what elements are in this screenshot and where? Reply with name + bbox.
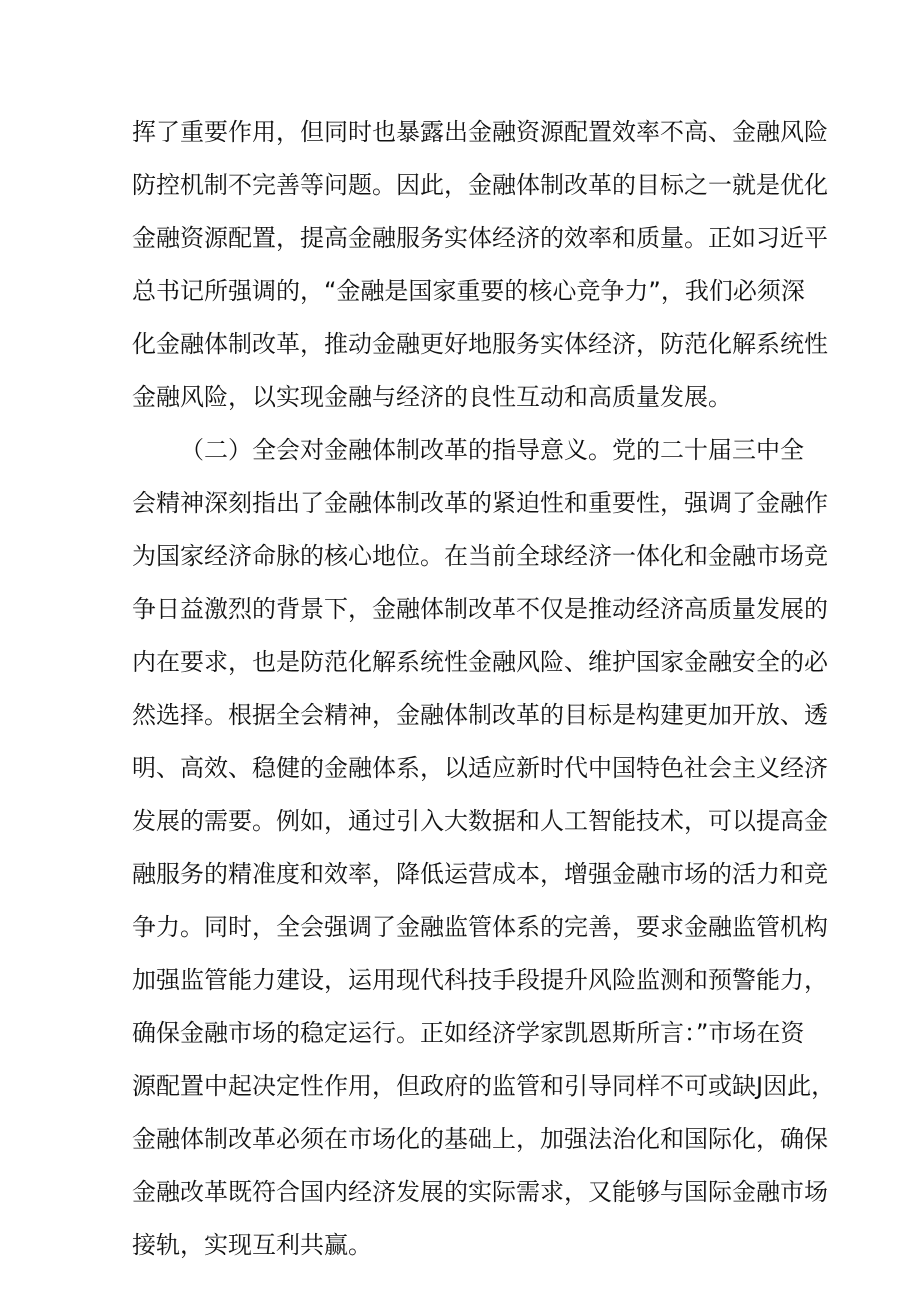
text-line: 然选择。根据全会精神，金融体制改革的目标是构建更加开放、透	[132, 701, 828, 729]
text-line: 争力。同时，全会强调了金融监管体系的完善，要求金融监管机构	[132, 913, 828, 941]
text-line: 接轨，实现互利共赢。	[132, 1231, 372, 1259]
text-line: 金融资源配置，提高金融服务实体经济的效率和质量。正如习近平	[132, 224, 828, 252]
text-line: 内在要求，也是防范化解系统性金融风险、维护国家金融安全的必	[132, 648, 828, 676]
text-line: 防控机制不完善等问题。因此，金融体制改革的目标之一就是优化	[132, 171, 828, 199]
text-line: 化金融体制改革，推动金融更好地服务实体经济，防范化解系统性	[132, 330, 828, 358]
text-line: 金融风险，以实现金融与经济的良性互动和高质量发展。	[132, 383, 732, 411]
text-line: 金融改革既符合国内经济发展的实际需求，又能够与国际金融市场	[132, 1178, 828, 1206]
text-line: 发展的需要。例如，通过引入大数据和人工智能技术，可以提高金	[132, 807, 828, 835]
text-line: 争日益激烈的背景下，金融体制改革不仅是推动经济高质量发展的	[132, 595, 828, 623]
section-heading-line: （二）全会对金融体制改革的指导意义。党的二十届三中全	[180, 436, 804, 464]
text-line: 明、高效、稳健的金融体系，以适应新时代中国特色社会主义经济	[132, 754, 828, 782]
text-line: 为国家经济命脉的核心地位。在当前全球经济一体化和金融市场竞	[132, 542, 828, 570]
text-line: 确保金融市场的稳定运行。正如经济学家凯恩斯所言：”市场在资	[132, 1019, 805, 1047]
text-line: 源配置中起决定性作用，但政府的监管和引导同样不可或缺J因此，	[132, 1072, 836, 1100]
text-line: 总书记所强调的，“金融是国家重要的核心竞争力”，我们必须深	[132, 277, 805, 305]
text-line: 会精神深刻指出了金融体制改革的紧迫性和重要性，强调了金融作	[132, 489, 828, 517]
text-line: 挥了重要作用，但同时也暴露出金融资源配置效率不高、金融风险	[132, 118, 828, 146]
text-line: 金融体制改革必须在市场化的基础上，加强法治化和国际化，确保	[132, 1125, 828, 1153]
text-line: 加强监管能力建设，运用现代科技手段提升风险监测和预警能力，	[132, 966, 828, 994]
text-line: 融服务的精准度和效率，降低运营成本，增强金融市场的活力和竞	[132, 860, 828, 888]
